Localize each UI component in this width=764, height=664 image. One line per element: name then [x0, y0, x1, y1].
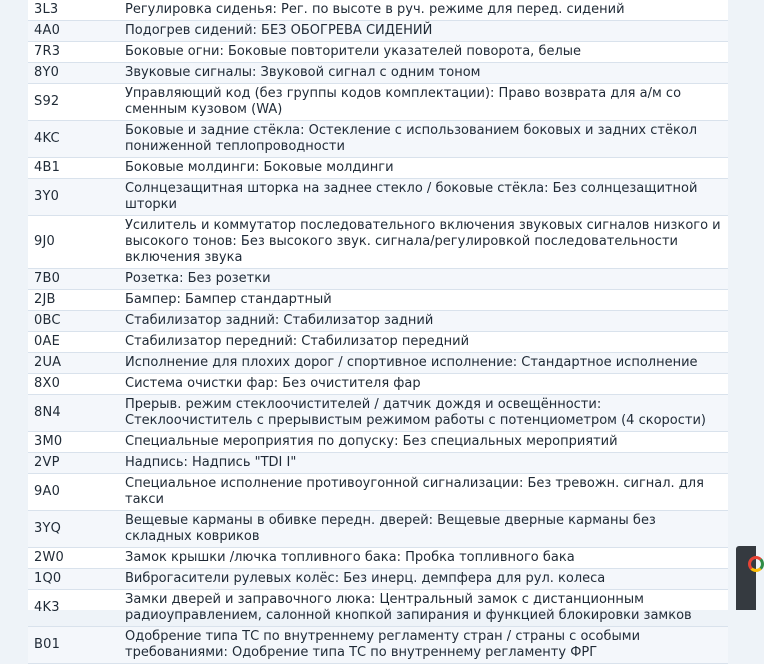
option-description: Вещевые карманы в обивке передн. дверей: Вещевые дверные карманы без складных ковриков [119, 511, 728, 548]
table-row [28, 511, 728, 548]
table-row [28, 63, 728, 84]
equipment-options-table [28, 0, 728, 660]
option-code: 4B1 [28, 158, 119, 179]
option-code: 9J0 [28, 216, 119, 269]
table-row [28, 474, 728, 511]
option-description: Замок крышки /лючка топливного бака: Пробка топливного бака [119, 548, 728, 569]
option-description: Надпись: Надпись "TDI I" [119, 453, 728, 474]
table-row [28, 627, 728, 664]
option-code: 2JB [28, 290, 119, 311]
option-description: Исполнение для плохих дорог / спортивное исполнение: Стандартное исполнение [119, 353, 728, 374]
table-row [28, 453, 728, 474]
option-code: B01 [28, 627, 119, 664]
page-margin [728, 0, 756, 610]
option-code: 8N4 [28, 395, 119, 432]
option-description: Специальные мероприятия по допуску: Без специальных мероприятий [119, 432, 728, 453]
table-row [28, 269, 728, 290]
table-row [28, 158, 728, 179]
option-description: Прерыв. режим стеклоочистителей / датчик дождя и освещённости: Стеклоочиститель с прерывистым режимом работы с потенциометром (4 скорости) [119, 395, 728, 432]
table-row [28, 569, 728, 590]
option-description: Бампер: Бампер стандартный [119, 290, 728, 311]
option-code: 0BC [28, 311, 119, 332]
table-row [28, 21, 728, 42]
option-description: Боковые и задние стёкла: Остекление с использованием боковых и задних стёкол пониженной теплопроводности [119, 121, 728, 158]
option-code: 8Y0 [28, 63, 119, 84]
option-code: 7B0 [28, 269, 119, 290]
option-description: Солнцезащитная шторка на заднее стекло / боковые стёкла: Без солнцезащитной шторки [119, 179, 728, 216]
option-description: Управляющий код (без группы кодов комплектации): Право возврата для а/м со сменным кузовом (WA) [119, 84, 728, 121]
option-code: 4A0 [28, 21, 119, 42]
option-code: 3L3 [28, 0, 119, 21]
table-row [28, 42, 728, 63]
table-row [28, 121, 728, 158]
google-icon [748, 556, 764, 572]
option-description: Розетка: Без розетки [119, 269, 728, 290]
table-row [28, 353, 728, 374]
table-row [28, 216, 728, 269]
option-code: 1Q0 [28, 569, 119, 590]
option-code: 3M0 [28, 432, 119, 453]
option-code: 0AE [28, 332, 119, 353]
option-description: Подогрев сидений: БЕЗ ОБОГРЕВА СИДЕНИЙ [119, 21, 728, 42]
options-table [28, 0, 728, 664]
option-code: 4KC [28, 121, 119, 158]
table-row [28, 179, 728, 216]
option-code: 2VP [28, 453, 119, 474]
option-code: 2UA [28, 353, 119, 374]
option-description: Система очистки фар: Без очистителя фар [119, 374, 728, 395]
option-description: Боковые огни: Боковые повторители указателей поворота, белые [119, 42, 728, 63]
table-row [28, 395, 728, 432]
table-row [28, 84, 728, 121]
option-description: Одобрение типа ТС по внутреннему регламенту стран / страны с особыми требованиями: Одобрение типа ТС по внутреннему регламенту ФРГ [119, 627, 728, 664]
option-description: Специальное исполнение противоугонной сигнализации: Без тревожн. сигнал. для такси [119, 474, 728, 511]
option-description: Усилитель и коммутатор последовательного включения звуковых сигналов низкого и высокого тонов: Без высокого звук. сигнала/регулировкой последовательности включения звука [119, 216, 728, 269]
table-row [28, 332, 728, 353]
option-description: Стабилизатор задний: Стабилизатор задний [119, 311, 728, 332]
table-row [28, 0, 728, 21]
table-row [28, 432, 728, 453]
table-row [28, 290, 728, 311]
table-row [28, 374, 728, 395]
option-description: Замки дверей и заправочного люка: Центральный замок с дистанционным радиоуправлением, салонной кнопкой запирания и функцией блокировки замков [119, 590, 728, 627]
option-code: 3YQ [28, 511, 119, 548]
option-code: S92 [28, 84, 119, 121]
option-code: 3Y0 [28, 179, 119, 216]
table-row [28, 548, 728, 569]
option-code: 9A0 [28, 474, 119, 511]
option-description: Звуковые сигналы: Звуковой сигнал с одним тоном [119, 63, 728, 84]
option-description: Регулировка сиденья: Рег. по высоте в руч. режиме для перед. сидений [119, 0, 728, 21]
table-row [28, 590, 728, 627]
options-table-body [28, 0, 728, 664]
option-code: 4K3 [28, 590, 119, 627]
table-row [28, 311, 728, 332]
option-description: Боковые молдинги: Боковые молдинги [119, 158, 728, 179]
option-code: 8X0 [28, 374, 119, 395]
option-description: Виброгасители рулевых колёс: Без инерц. демпфера для рул. колеса [119, 569, 728, 590]
side-widget-button[interactable] [736, 546, 756, 610]
option-description: Стабилизатор передний: Стабилизатор передний [119, 332, 728, 353]
option-code: 7R3 [28, 42, 119, 63]
option-code: 2W0 [28, 548, 119, 569]
